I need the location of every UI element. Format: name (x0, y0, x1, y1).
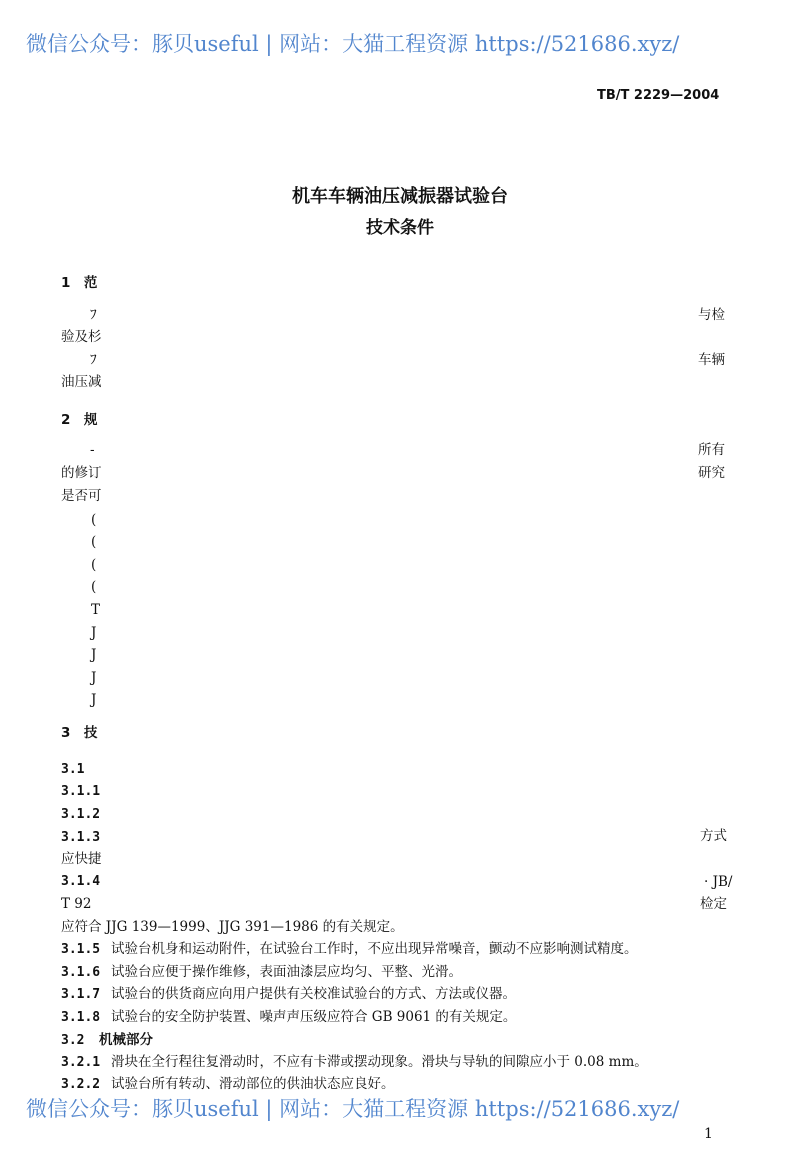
text-fragment: 车辆 (698, 352, 725, 368)
text-fragment: 的修订 (61, 465, 102, 481)
reference-item: J (91, 647, 97, 663)
clause-number: 3.1 (61, 762, 85, 777)
reference-item: T (91, 602, 101, 618)
text-fragment: 油压减 (61, 374, 102, 390)
clause-number: 3.1.4 (61, 874, 101, 889)
text-fragment: T 92 (61, 896, 92, 912)
clause-number: 3.1.3 (61, 830, 101, 845)
clause-text: 试验台所有转动、滑动部位的供油状态应良好。 (111, 1076, 395, 1092)
clause-text: 试验台机身和运动附件，在试验台工作时，不应出现异常噪音，颤动不应影响测试精度。 (111, 941, 638, 957)
clause-3-2-1 (61, 1053, 648, 1072)
clause-text: 试验台的供货商应向用户提供有关校准试验台的方式、方法或仪器。 (111, 986, 516, 1002)
text-fragment: 应快捷 (61, 851, 102, 867)
reference-item: ( (91, 579, 97, 595)
reference-item: ( (91, 512, 97, 528)
section-3-heading: 3 技 (61, 725, 98, 741)
text-fragment: · JB/ (704, 874, 733, 890)
clause-number: 3.1.8 (61, 1010, 101, 1025)
clause-number: 3.1.6 (61, 965, 101, 980)
text-fragment: ﾌ (90, 307, 97, 323)
clause-3-2 (61, 1031, 153, 1050)
section-2-heading: 2 规 (61, 412, 98, 428)
text-fragment: 是否可 (61, 488, 102, 504)
document-subtitle: 技术条件 (366, 218, 434, 238)
section-1-heading: 1 范 (61, 275, 98, 291)
reference-item: ( (91, 534, 97, 550)
reference-item: J (91, 670, 97, 686)
clause-3-1-6 (61, 963, 462, 982)
clause-number: 3.1.5 (61, 942, 101, 957)
reference-item: J (91, 625, 97, 641)
reference-item: J (91, 692, 97, 708)
watermark-bottom: 微信公众号：豚贝useful | 网站：大猫工程资源 https://521686.xyz/ (26, 1097, 680, 1121)
clause-heading: 机械部分 (99, 1032, 153, 1048)
clause-number: 3.2.2 (61, 1077, 101, 1092)
text-fragment: 检定 (700, 896, 727, 912)
body-line: 应符合 JJG 139—1999、JJG 391—1986 的有关规定。 (61, 919, 404, 935)
clause-number: 3.2 (61, 1033, 85, 1048)
text-fragment: 验及杉 (61, 329, 102, 345)
text-fragment: 研究 (698, 465, 725, 481)
clause-3-2-2 (61, 1075, 395, 1094)
page-number: 1 (704, 1126, 713, 1142)
clause-number: 3.1.2 (61, 807, 101, 822)
reference-item: ( (91, 557, 97, 573)
text-fragment: 方式 (700, 828, 727, 844)
clause-number: 3.1.7 (61, 987, 101, 1002)
document-title: 机车车辆油压减振器试验台 (292, 186, 508, 207)
text-fragment: 与检 (698, 307, 725, 323)
text-fragment: ﾌ (90, 352, 97, 368)
clause-3-1-8 (61, 1008, 516, 1027)
clause-number: 3.2.1 (61, 1055, 101, 1070)
clause-text: 试验台应便于操作维修，表面油漆层应均匀、平整、光滑。 (111, 964, 462, 980)
clause-3-1-7 (61, 985, 516, 1004)
clause-text: 滑块在全行程往复滑动时，不应有卡滞或摆动现象。滑块与导轨的间隙应小于 0.08 mm。 (111, 1054, 648, 1070)
text-fragment: - (90, 442, 95, 458)
watermark-top: 微信公众号：豚贝useful | 网站：大猫工程资源 https://521686.xyz/ (26, 32, 680, 56)
standard-number: TB/T 2229—2004 (597, 88, 720, 103)
clause-3-1-5 (61, 940, 638, 959)
text-fragment: 所有 (698, 442, 725, 458)
clause-number: 3.1.1 (61, 784, 101, 799)
clause-text: 试验台的安全防护装置、噪声声压级应符合 GB 9061 的有关规定。 (111, 1009, 517, 1025)
